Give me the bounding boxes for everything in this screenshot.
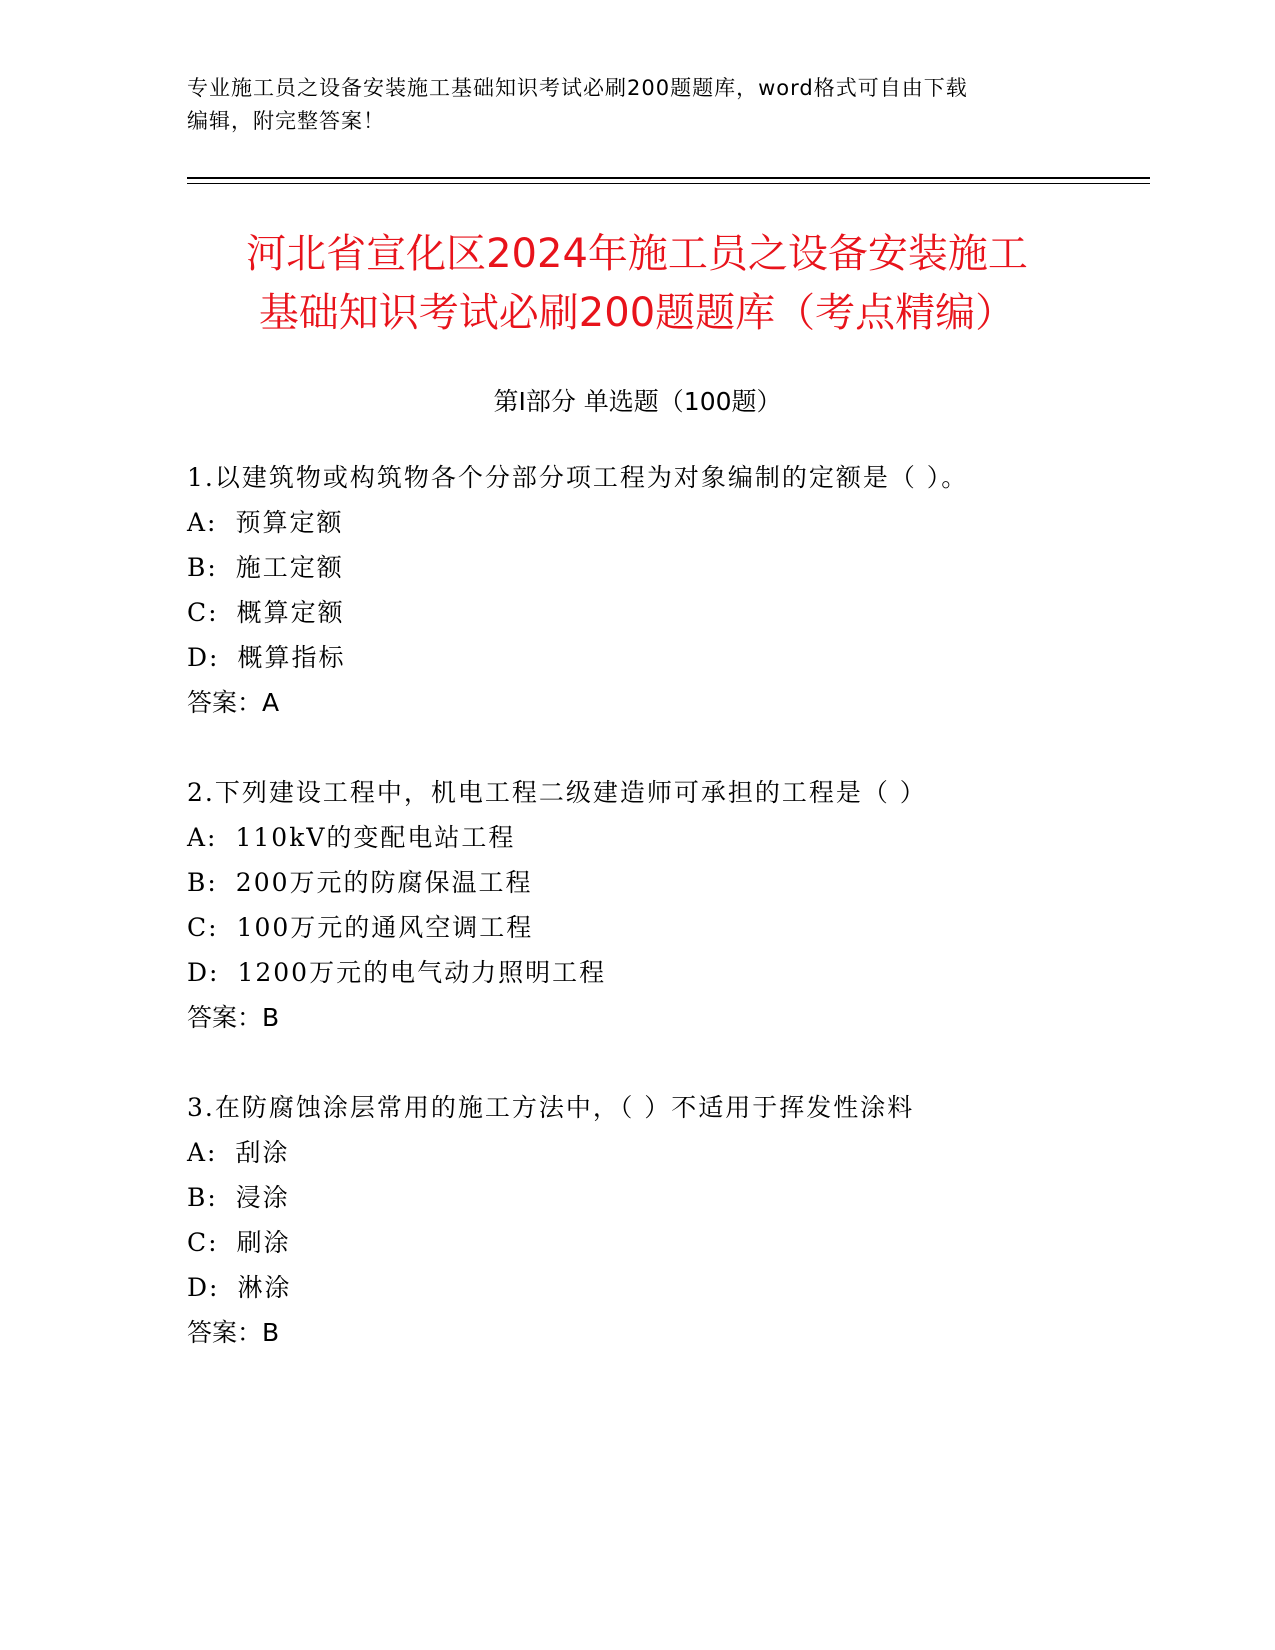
- option-b: [187, 1175, 1137, 1220]
- option-letter: D:: [187, 1273, 220, 1302]
- question-stem: 1.以建筑物或构筑物各个分部分项工程为对象编制的定额是（ ）。: [187, 463, 969, 492]
- header-divider-thin: [187, 183, 1150, 184]
- option-letter: C:: [187, 598, 219, 627]
- document-title-line2: 基础知识考试必刷200题题库（考点精编）: [258, 290, 1016, 336]
- option-a: [187, 500, 1137, 545]
- header-note-line2: 编辑，附完整答案！: [187, 109, 385, 133]
- option-letter: B:: [187, 553, 218, 582]
- option-text: 施工定额: [235, 553, 344, 582]
- option-c: [187, 905, 1137, 950]
- question-3: [187, 1085, 1137, 1355]
- option-text: 浸涂: [235, 1183, 290, 1212]
- option-d: [187, 635, 1137, 680]
- option-a: [187, 815, 1137, 860]
- option-c: [187, 590, 1137, 635]
- option-letter: B:: [187, 868, 218, 897]
- option-text: 刮涂: [235, 1138, 290, 1167]
- question-1: [187, 455, 1137, 725]
- question-2: [187, 770, 1137, 1040]
- option-text: 110kV的变配电站工程: [235, 823, 516, 852]
- section-title: 第Ⅰ部分 单选题（100题）: [493, 387, 782, 416]
- option-text: 1200万元的电气动力照明工程: [237, 958, 607, 987]
- answer-line: 答案：A: [187, 688, 280, 717]
- header-divider-thick: [187, 177, 1150, 179]
- option-letter: D:: [187, 643, 220, 672]
- option-letter: C:: [187, 913, 219, 942]
- option-a: [187, 1130, 1137, 1175]
- option-letter: D:: [187, 958, 220, 987]
- option-text: 100万元的通风空调工程: [236, 913, 534, 942]
- answer-line: 答案：B: [187, 1003, 280, 1032]
- option-letter: A:: [187, 508, 218, 537]
- option-letter: C:: [187, 1228, 219, 1257]
- option-c: [187, 1220, 1137, 1265]
- header-note-line1: 专业施工员之设备安装施工基础知识考试必刷200题题库，word格式可自由下载: [187, 76, 968, 100]
- document-title-line1: 河北省宣化区2024年施工员之设备安装施工: [246, 231, 1028, 277]
- header-note: [187, 72, 1067, 138]
- option-text: 概算指标: [237, 643, 346, 672]
- option-d: [187, 950, 1137, 995]
- option-text: 淋涂: [237, 1273, 292, 1302]
- option-letter: A:: [187, 823, 218, 852]
- question-stem: 3.在防腐蚀涂层常用的施工方法中，（ ）不适用于挥发性涂料: [187, 1093, 915, 1122]
- document-title: [187, 225, 1087, 343]
- option-d: [187, 1265, 1137, 1310]
- option-letter: A:: [187, 1138, 218, 1167]
- option-b: [187, 860, 1137, 905]
- option-text: 刷涂: [236, 1228, 291, 1257]
- option-text: 概算定额: [236, 598, 345, 627]
- option-b: [187, 545, 1137, 590]
- option-text: 200万元的防腐保温工程: [235, 868, 533, 897]
- answer-line: 答案：B: [187, 1318, 280, 1347]
- option-letter: B:: [187, 1183, 218, 1212]
- option-text: 预算定额: [235, 508, 344, 537]
- question-stem: 2.下列建设工程中，机电工程二级建造师可承担的工程是（ ）: [187, 778, 927, 807]
